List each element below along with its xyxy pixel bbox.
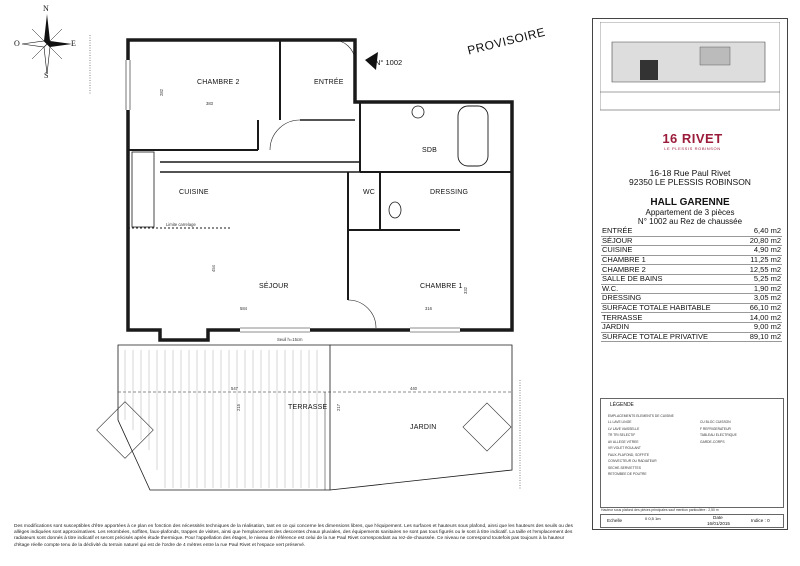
dim-label: 217 xyxy=(336,404,341,411)
dim-note: Limite carrelage xyxy=(166,222,196,227)
surface-value: 6,40 m2 xyxy=(740,227,782,236)
brand-logo xyxy=(640,131,745,151)
legend-item: TR TRI SELECTIF xyxy=(608,433,636,437)
room-chambre-1: CHAMBRE 1 xyxy=(420,283,463,290)
dim-label: 440 xyxy=(410,386,417,391)
surface-value: 11,25 m2 xyxy=(740,255,782,265)
disclaimer: Des modifications sont susceptibles d'être apportées à ce plan en fonction des nécessités techniques de la réalisation, tant en ce qui concerne les dimensions libres, que l'équipement. Les surfaces et hauteurs sous plafond, ainsi que les hauteurs des seuils ou des allèges indiquées sont approximatives. Les retombées, soffites, faux-plafonds, trappes de visites, ainsi que l'emplacement des descentes d'eaux pluviales, des équipements sanitaires ne sont pas tous figurés ou le sont à titre indicatif. La taille et l'emplacement des radiateurs sont donnés à titre indicatif et seront précisés après étude thermique. Pour l'appellation des étages, le niveau de référence est celui de la rue Paul Rivet correspondant au rez-de-chaussée. Ce niveau ne correspond toutefois pas toujours à la hauteur d'étage réelle compte tenu de la déclivité du terrain naturel qui est de l'ordre de 4 mètres entre la rue Paul Rivet et l'espace vert préservé. xyxy=(14,524,573,548)
legend-item: LL LAVE LINGE xyxy=(608,420,632,424)
legend-item: F REFRIGERATEUR xyxy=(700,426,731,431)
surface-row xyxy=(601,274,782,284)
room-sdb: SDB xyxy=(422,147,437,154)
index-value: Indice : 0 xyxy=(751,518,770,523)
surface-value: 14,00 m2 xyxy=(740,313,782,323)
scale-label: Echelle xyxy=(607,518,623,523)
surface-value: 1,90 m2 xyxy=(740,284,782,294)
room-cuisine: CUISINE xyxy=(179,189,209,196)
compass-north: N xyxy=(43,4,49,13)
lot-desc-line: N° 1002 au Rez de chaussée xyxy=(637,217,743,226)
brand-name: 16 RIVET xyxy=(662,131,723,146)
dim-label: 332 xyxy=(463,287,468,294)
legend-item: TABLEAU ELECTRIQUE xyxy=(700,433,737,437)
surface-label: CHAMBRE 1 xyxy=(601,255,740,265)
surface-value: 20,80 m2 xyxy=(740,236,782,246)
ceiling-height-note: Hauteur sous plafond des pièces principales sauf mention particulière : 2,50 m xyxy=(601,508,719,512)
compass-south: S xyxy=(44,71,49,80)
scale-date-block xyxy=(600,514,784,528)
site-plan-thumbnail xyxy=(600,22,780,112)
lot-desc-line: Appartement de 3 pièces xyxy=(645,208,735,217)
legend-item: CONVECTEUR OU RADIATEUR xyxy=(608,459,657,463)
surface-value: 5,25 m2 xyxy=(740,274,782,284)
dim-label: 215 xyxy=(236,404,241,411)
dim-note: Seuil h=15cm xyxy=(277,337,303,342)
date-label: Date xyxy=(713,515,723,520)
surface-label: CHAMBRE 2 xyxy=(601,265,740,275)
date-value: 16/01/2015 xyxy=(707,521,730,526)
surface-value: 4,90 m2 xyxy=(740,246,782,256)
legend-item: RETOMBEE DE POUTRE xyxy=(608,472,647,476)
surface-label: JARDIN xyxy=(601,322,740,332)
surface-table xyxy=(601,227,782,342)
hall-name: HALL GARENNE xyxy=(650,197,730,208)
surface-row xyxy=(601,255,782,265)
lot-tag: N° 1002 xyxy=(375,58,403,67)
legend-item: CU BLOC CUISSON xyxy=(700,420,731,424)
legend-item: AV ALLEGE VITREE xyxy=(608,439,639,444)
compass-east: E xyxy=(71,39,76,48)
surface-row xyxy=(601,227,782,236)
surface-value: 3,05 m2 xyxy=(740,294,782,304)
legend-item: FAUX-PLAFOND, SOFFITE xyxy=(608,452,650,457)
surface-row xyxy=(601,303,782,313)
room-dressing: DRESSING xyxy=(430,189,469,196)
surface-value: 89,10 m2 xyxy=(740,332,782,342)
surface-value: 66,10 m2 xyxy=(740,303,782,313)
dim-label: 454 xyxy=(211,265,216,272)
address-line: 16-18 Rue Paul Rivet xyxy=(649,168,731,178)
legend-item: SECHE-SERVIETTES xyxy=(608,465,641,470)
surface-label: SALLE DE BAINS xyxy=(601,274,740,284)
room-chambre-2: CHAMBRE 2 xyxy=(197,79,240,86)
dim-label: 316 xyxy=(425,306,432,311)
surface-value: 9,00 m2 xyxy=(740,322,782,332)
lot-description xyxy=(596,197,784,226)
surface-row xyxy=(601,313,782,323)
surface-label: SURFACE TOTALE HABITABLE xyxy=(601,303,740,313)
room-wc: WC xyxy=(363,189,376,196)
brand-sub: LE PLESSIS ROBINSON xyxy=(664,146,721,151)
legend-heading: EMPLACEMENTS ELEMENTS DE CUISINE xyxy=(608,414,674,418)
surface-label: DRESSING xyxy=(601,294,740,304)
dim-label: 547 xyxy=(231,386,238,391)
compass-west: O xyxy=(14,39,20,48)
surface-row xyxy=(601,236,782,246)
surface-label: CUISINE xyxy=(601,246,740,256)
surface-label: SURFACE TOTALE PRIVATIVE xyxy=(601,332,740,342)
room-entree: ENTRÉE xyxy=(314,79,344,86)
surface-label: W.C. xyxy=(601,284,740,294)
address xyxy=(596,169,784,187)
room-jardin: JARDIN xyxy=(410,424,437,431)
room-terrasse: TERRASSE xyxy=(288,404,328,411)
legend-item: GARDE-CORPS xyxy=(700,439,725,444)
scale-bar: 0 0,5 1m xyxy=(645,516,661,521)
surface-value: 12,55 m2 xyxy=(740,265,782,275)
legend-item: VR VOLET ROULANT xyxy=(608,446,641,450)
legend-title: LÉGENDE xyxy=(610,402,634,408)
surface-row xyxy=(601,246,782,256)
surface-label: TERRASSE xyxy=(601,313,740,323)
provisional-stamp: PROVISOIRE xyxy=(466,24,547,58)
surface-row xyxy=(601,294,782,304)
surface-label: SÉJOUR xyxy=(601,236,740,246)
legend-item: LV LAVE VAISSELLE xyxy=(608,426,640,431)
surface-row xyxy=(601,265,782,275)
surface-row xyxy=(601,322,782,332)
surface-row xyxy=(601,284,782,294)
dim-label: 584 xyxy=(240,306,247,311)
address-line: 92350 LE PLESSIS ROBINSON xyxy=(629,177,751,187)
dim-label: 282 xyxy=(159,89,164,96)
surface-row xyxy=(601,332,782,342)
surface-label: ENTRÉE xyxy=(601,227,740,236)
room-sejour: SÉJOUR xyxy=(259,283,289,290)
dim-label: 383 xyxy=(206,101,213,106)
